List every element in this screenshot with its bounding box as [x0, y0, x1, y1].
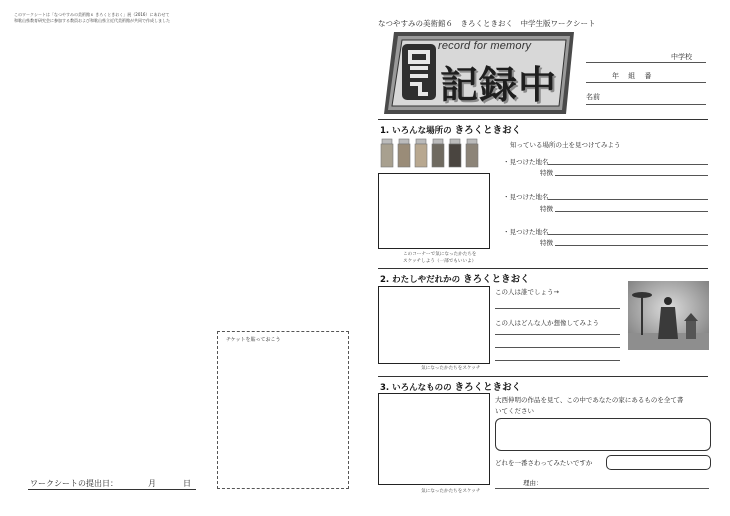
section3-q1-line2: いてください [495, 407, 534, 415]
section3-answer-box[interactable] [495, 418, 711, 451]
section3-heading [380, 379, 521, 393]
section3-sketch-caption: 気になったかたちをスケッチ [421, 489, 481, 494]
found-place-label-3: ・見つけた地名 [503, 228, 549, 236]
section3-reason-line[interactable] [495, 488, 709, 489]
record-logo [380, 30, 576, 116]
section1-heading [380, 122, 521, 136]
found-place-line-3[interactable] [548, 234, 708, 235]
soil-jars-image [380, 137, 480, 169]
section1-heading-em: きろくときおく [454, 125, 522, 136]
worksheet-note-line2: 和歌山県教育研究会に参加する教員および和歌山県立近代美術館が共同で作成しました [14, 18, 170, 23]
section2-q2: この人はどんな人か想像してみよう [495, 319, 599, 327]
feature-line-3[interactable] [555, 245, 708, 246]
worksheet-note-line1: このワークシートは「なつやすみの美術館６ きろくときおく」展（2016）にあわせて [14, 12, 170, 17]
school-line[interactable] [586, 62, 706, 63]
section3-q2: どれを一番さわってみたいですか [495, 459, 593, 467]
section1-sketch-caption-2: スケッチしよう（一部でもいいよ） [403, 259, 477, 264]
ticket-area[interactable] [217, 331, 349, 489]
logo-jp-text: 記録中 [440, 63, 558, 107]
name-line[interactable] [586, 104, 706, 105]
section2-q2-line-1[interactable] [495, 334, 620, 335]
section2-q2-line-2[interactable] [495, 347, 620, 348]
submit-date-label: ワークシートの提出日： [30, 479, 118, 488]
submit-day-label: 日 [183, 479, 191, 488]
section1-divider [378, 119, 708, 120]
section3-heading-prefix: 3. いろんなものの [380, 383, 452, 393]
feature-label-1: 特徴 [540, 169, 553, 177]
section2-q1-line[interactable] [495, 308, 620, 309]
section3-divider [378, 376, 708, 377]
section2-sketch-box[interactable] [378, 286, 490, 364]
logo-en-text: record for memory [438, 40, 532, 52]
class-line[interactable] [586, 82, 706, 83]
submit-date-line[interactable] [28, 489, 196, 490]
section2-divider [378, 268, 708, 269]
found-place-label-1: ・見つけた地名 [503, 158, 549, 166]
section3-q1-line1: 大西伸明の作品を見て、この中であなたの家にあるものを全て書 [495, 396, 684, 404]
section3-reason-label: 理由： [523, 479, 543, 487]
section1-heading-prefix: 1. いろんな場所の [380, 126, 452, 136]
section2-q1: この人は誰でしょう→ [495, 288, 559, 296]
found-place-label-2: ・見つけた地名 [503, 193, 549, 201]
section3-sketch-box[interactable] [378, 393, 490, 485]
section2-sketch-caption: 気になったかたちをスケッチ [421, 366, 481, 371]
name-label: 名前 [586, 93, 600, 101]
page-title: なつやすみの美術館６ きろくときおく 中学生版ワークシート [378, 19, 596, 28]
section3-heading-em: きろくときおく [454, 382, 522, 393]
section3-favorite-box[interactable] [606, 455, 711, 470]
section2-q2-line-3[interactable] [495, 360, 620, 361]
class-label: 年 組 番 [612, 72, 652, 80]
feature-line-1[interactable] [555, 175, 708, 176]
found-place-line-1[interactable] [548, 164, 708, 165]
found-place-line-2[interactable] [548, 199, 708, 200]
feature-line-2[interactable] [555, 211, 708, 212]
submit-month-label: 月 [148, 479, 156, 488]
section1-sketch-box[interactable] [378, 173, 490, 249]
feature-label-3: 特徴 [540, 239, 553, 247]
school-label: 中学校 [671, 53, 692, 61]
section1-sketch-caption-1: このコーナーで気になったかたちを [403, 252, 477, 257]
ticket-label: チケットを貼っておこう [226, 337, 281, 343]
section2-heading-prefix: 2. わたしやだれかの [380, 275, 461, 285]
section2-heading-em: きろくときおく [463, 274, 530, 285]
feature-label-2: 特徴 [540, 205, 553, 213]
portrait-photo [628, 281, 709, 350]
section2-heading [380, 271, 530, 285]
section1-instruction: 知っている場所の土を見つけてみよう [510, 141, 621, 149]
jar-icon [381, 139, 478, 167]
